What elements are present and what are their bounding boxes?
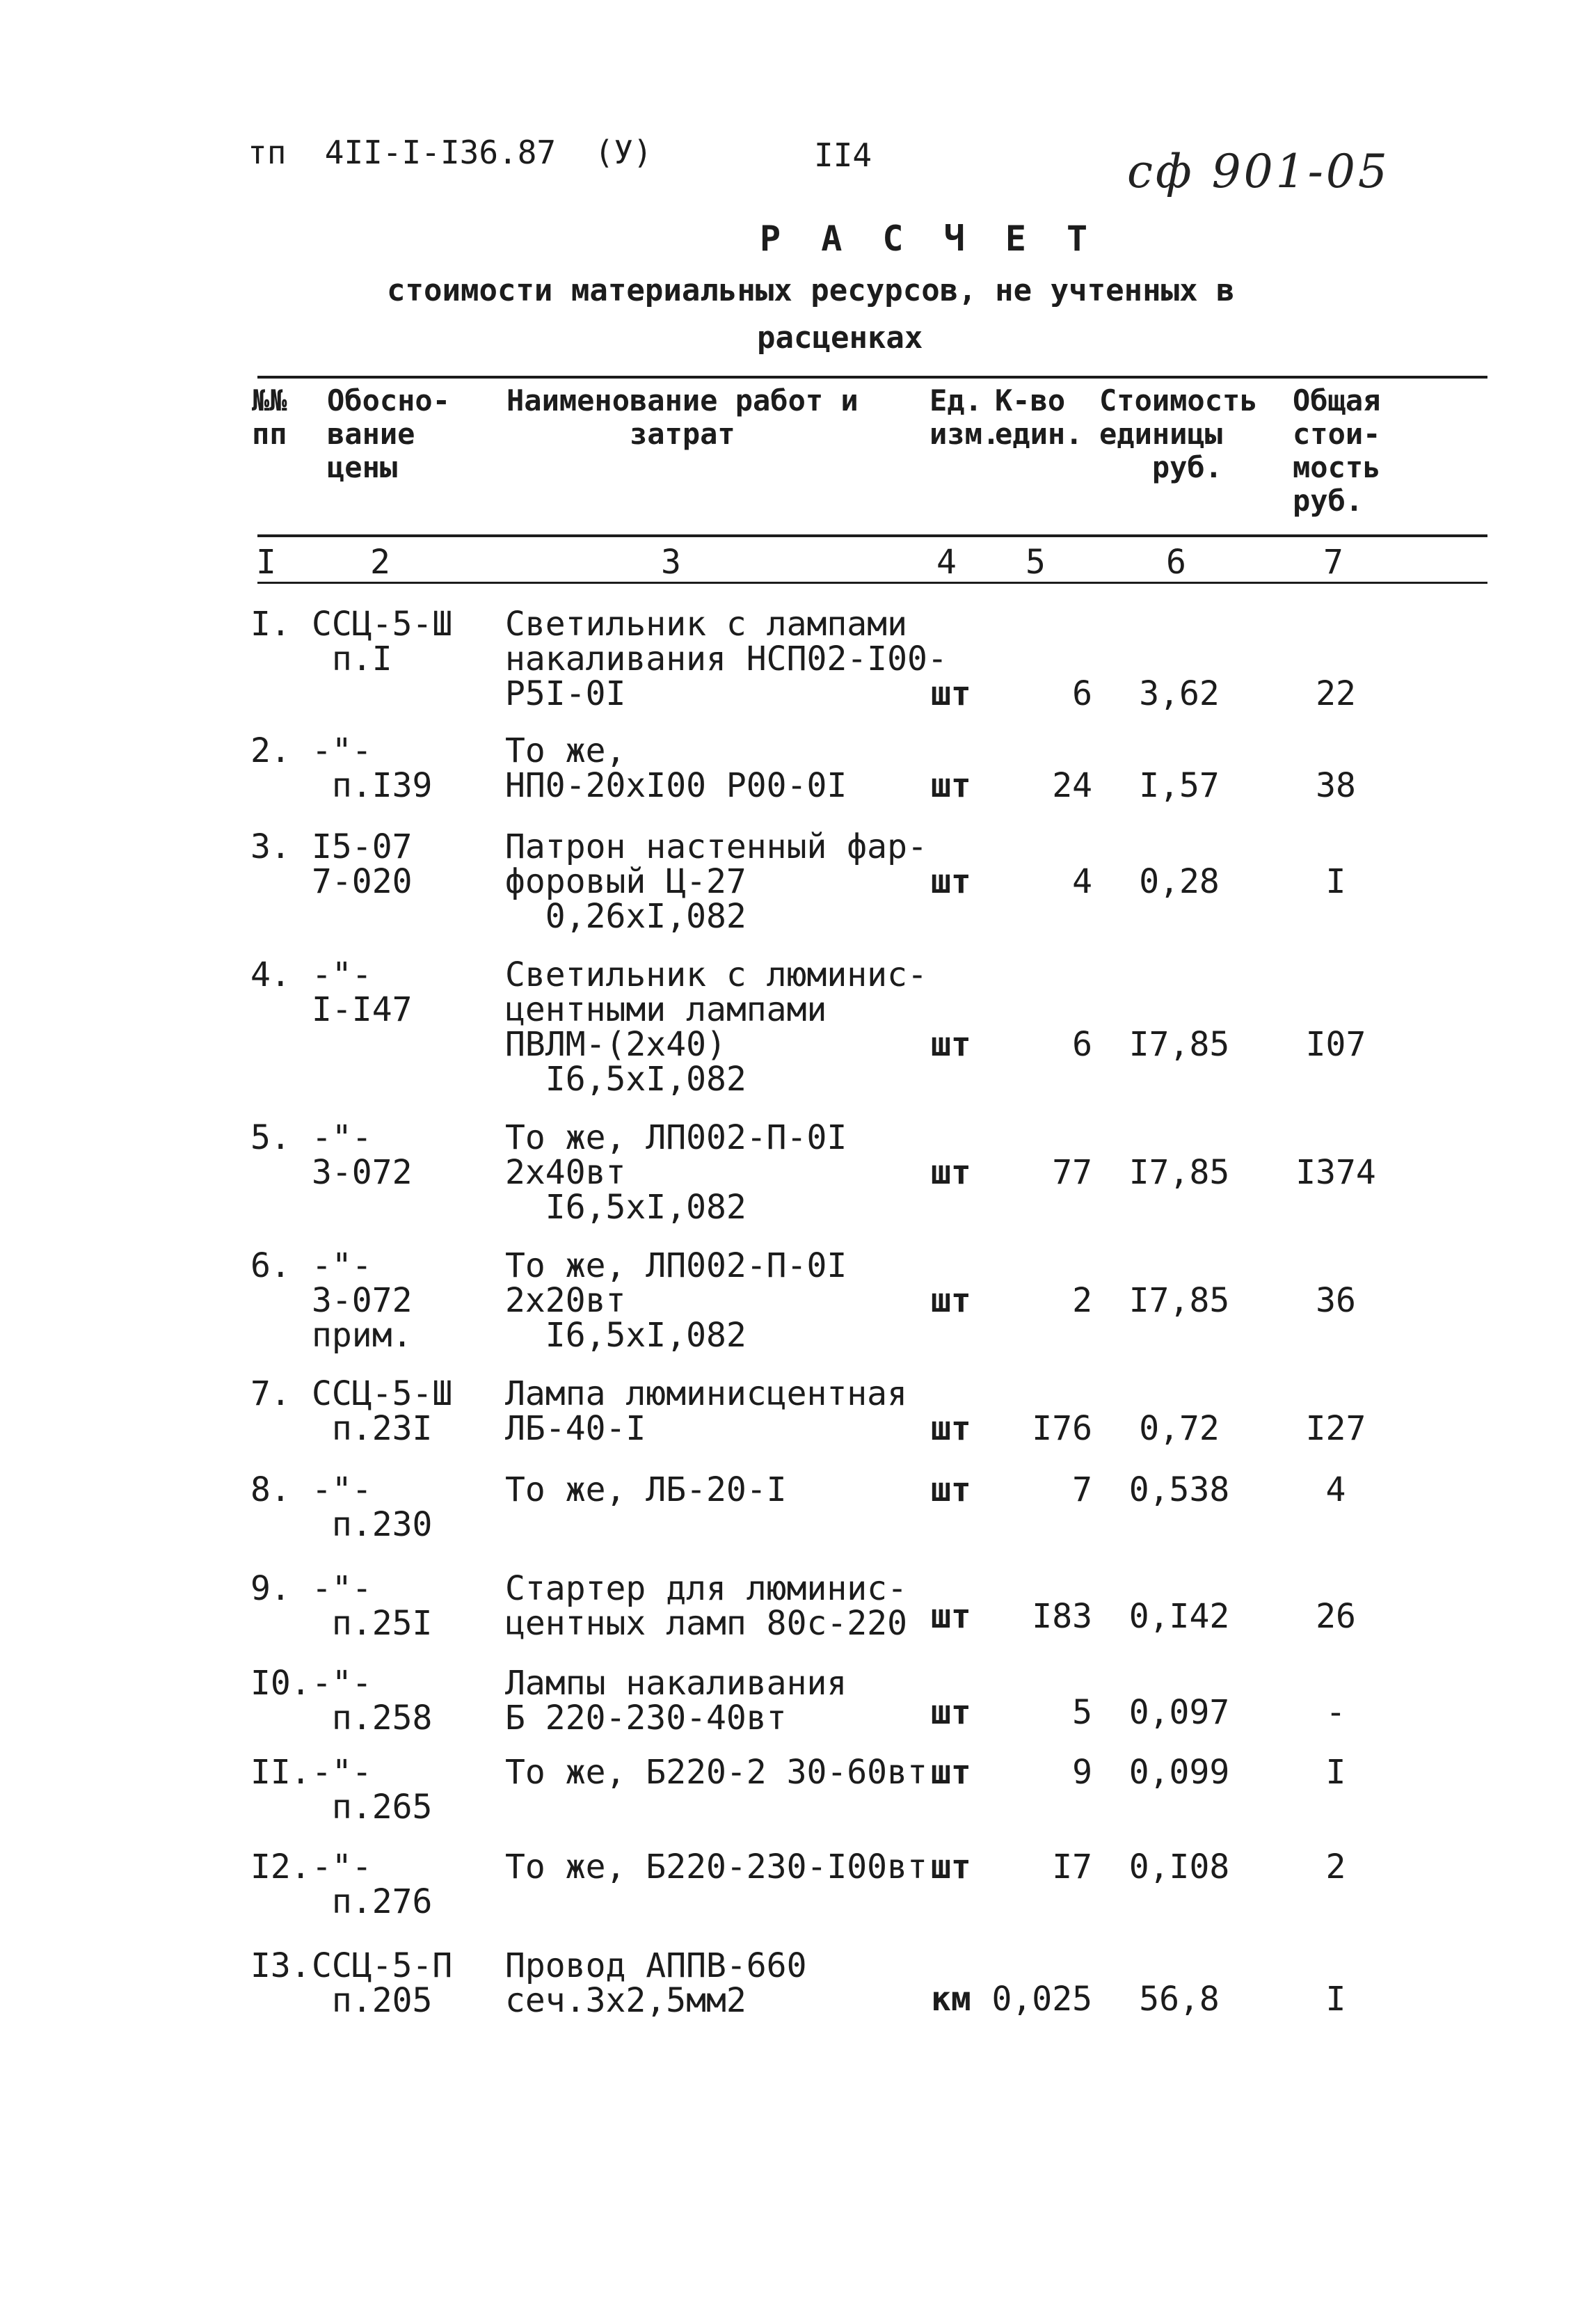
- total-cost: 4: [1325, 1470, 1346, 1509]
- row-number: 3.: [250, 827, 291, 866]
- item-name: То же, Б220-230-I00вт: [505, 1847, 927, 1886]
- col-header-unit: Ед. изм.: [929, 383, 1000, 451]
- unit-price: 0,I42: [1128, 1597, 1230, 1636]
- row-number: 8.: [250, 1470, 291, 1509]
- price-basis: -"- п.230: [312, 1470, 433, 1544]
- unit: шт: [931, 1281, 971, 1320]
- price-basis: -"- п.276: [312, 1847, 433, 1921]
- quantity: 5: [1072, 1693, 1092, 1732]
- handwritten-reference: сф 901-05: [1127, 145, 1390, 198]
- quantity: I7: [1052, 1847, 1092, 1886]
- total-cost: 38: [1316, 766, 1356, 805]
- price-basis: -"- п.25I: [312, 1569, 433, 1643]
- col-header-number: №№ пп: [252, 383, 287, 451]
- row-number: I2.: [250, 1847, 311, 1886]
- item-name: То же, ЛБ-20-I: [505, 1470, 787, 1509]
- col-header-total: Общая стои- мость руб.: [1293, 383, 1381, 518]
- unit-price: I,57: [1139, 766, 1220, 805]
- price-basis: -"- п.265: [312, 1753, 433, 1827]
- total-cost: I: [1325, 1753, 1346, 1792]
- col-number: 5: [1026, 543, 1046, 582]
- document-subtitle-line2: расценках: [757, 320, 923, 356]
- quantity: I76: [1032, 1409, 1092, 1448]
- unit-price: I7,85: [1128, 1025, 1230, 1064]
- table-row: [0, 1470, 1596, 1544]
- unit-price: 0,097: [1128, 1693, 1230, 1732]
- table-row: [0, 1118, 1596, 1227]
- col-header-unit-price: Стоимость единицы руб.: [1099, 383, 1258, 484]
- unit-price: I7,85: [1128, 1153, 1230, 1192]
- row-number: 4.: [250, 955, 291, 994]
- unit-price: 0,099: [1128, 1753, 1230, 1792]
- unit-price: 0,72: [1139, 1409, 1220, 1448]
- unit: шт: [931, 766, 971, 805]
- item-name: Стартер для люминис- центных ламп 80с-220: [505, 1569, 907, 1643]
- price-basis: -"- п.I39: [312, 731, 433, 805]
- row-number: 7.: [250, 1374, 291, 1413]
- unit-price: 0,28: [1139, 862, 1220, 901]
- row-number: I0.: [250, 1664, 311, 1703]
- total-cost: I: [1325, 1980, 1346, 2019]
- quantity: 24: [1052, 766, 1092, 805]
- row-number: 5.: [250, 1118, 291, 1157]
- price-basis: ССЦ-5-Ш п.I: [312, 605, 453, 678]
- quantity: 6: [1072, 674, 1092, 713]
- row-number: 9.: [250, 1569, 291, 1608]
- total-cost: 36: [1316, 1281, 1356, 1320]
- unit: шт: [931, 1753, 971, 1792]
- item-name: Лампы накаливания Б 220-230-40вт: [505, 1664, 847, 1738]
- col-header-quantity: К-во един.: [995, 383, 1083, 451]
- row-number: I.: [250, 605, 291, 644]
- item-name: То же, Б220-2 30-60вт: [505, 1753, 927, 1792]
- item-name: Провод АППВ-660 сеч.3х2,5мм2: [505, 1946, 807, 2020]
- total-cost: -: [1325, 1693, 1346, 1732]
- column-numbers-rule: [257, 582, 1487, 584]
- col-number: 6: [1166, 543, 1186, 582]
- unit-price: 3,62: [1139, 674, 1220, 713]
- total-cost: I: [1325, 862, 1346, 901]
- unit: шт: [931, 1693, 971, 1732]
- item-name: Светильник с люминис- центными лампами ПВЛМ-(2х40) I6,5хI,082: [505, 955, 927, 1099]
- quantity: 9: [1072, 1753, 1092, 1792]
- col-number: 3: [661, 543, 681, 582]
- quantity: 4: [1072, 862, 1092, 901]
- quantity: 2: [1072, 1281, 1092, 1320]
- price-basis: -"- 3-072 прим.: [312, 1246, 413, 1355]
- row-number: 2.: [250, 731, 291, 770]
- unit-price: 0,538: [1128, 1470, 1230, 1509]
- total-cost: 2: [1325, 1847, 1346, 1886]
- quantity: 0,025: [991, 1980, 1092, 2019]
- table-row: [0, 1374, 1596, 1448]
- total-cost: I27: [1305, 1409, 1366, 1448]
- quantity: I83: [1032, 1597, 1092, 1636]
- price-basis: ССЦ-5-П п.205: [312, 1946, 453, 2020]
- item-name: Патрон настенный фар- форовый Ц-27 0,26хI,082: [505, 827, 927, 936]
- table-row: [0, 1246, 1596, 1355]
- col-number: 2: [370, 543, 390, 582]
- unit: шт: [931, 1597, 971, 1636]
- document-subtitle-line1: стоимости материальных ресурсов, не учтенных в: [387, 273, 1235, 308]
- unit: км: [931, 1980, 971, 2019]
- unit-price: 0,I08: [1128, 1847, 1230, 1886]
- table-row: [0, 827, 1596, 936]
- item-name: То же, ЛП002-П-0I 2х20вт I6,5хI,082: [505, 1246, 847, 1355]
- quantity: 77: [1052, 1153, 1092, 1192]
- unit: шт: [931, 1409, 971, 1448]
- item-name: Светильник с лампами накаливания НСП02-I00- Р5I-0I: [505, 605, 948, 713]
- table-row: [0, 1753, 1596, 1827]
- table-row: [0, 1946, 1596, 2020]
- unit: шт: [931, 1847, 971, 1886]
- price-basis: -"- п.258: [312, 1664, 433, 1738]
- col-number: I: [256, 543, 276, 582]
- unit: шт: [931, 1153, 971, 1192]
- document-title: Р А С Ч Е Т: [760, 218, 1098, 259]
- total-cost: 22: [1316, 674, 1356, 713]
- unit: шт: [931, 1470, 971, 1509]
- price-basis: I5-07 7-020: [312, 827, 413, 901]
- price-basis: -"- 3-072: [312, 1118, 413, 1192]
- unit-price: I7,85: [1128, 1281, 1230, 1320]
- table-row: [0, 955, 1596, 1099]
- document-code: тп 4II-I-I36.87 (У): [248, 134, 653, 171]
- row-number: I3.: [250, 1946, 311, 1985]
- table-row: [0, 731, 1596, 805]
- header-bottom-rule: [257, 534, 1487, 537]
- total-cost: 26: [1316, 1597, 1356, 1636]
- col-number: 4: [936, 543, 957, 582]
- total-cost: I374: [1295, 1153, 1376, 1192]
- price-basis: ССЦ-5-Ш п.23I: [312, 1374, 453, 1448]
- row-number: II.: [250, 1753, 311, 1792]
- unit: шт: [931, 1025, 971, 1064]
- item-name: То же, НП0-20хI00 Р00-0I: [505, 731, 847, 805]
- total-cost: I07: [1305, 1025, 1366, 1064]
- price-basis: -"- I-I47: [312, 955, 413, 1029]
- table-row: [0, 1664, 1596, 1738]
- item-name: То же, ЛП002-П-0I 2х40вт I6,5хI,082: [505, 1118, 847, 1227]
- page-number: II4: [814, 136, 872, 174]
- unit-price: 56,8: [1139, 1980, 1220, 2019]
- quantity: 7: [1072, 1470, 1092, 1509]
- col-header-basis: Обосно- вание цены: [327, 383, 451, 484]
- row-number: 6.: [250, 1246, 291, 1285]
- unit: шт: [931, 862, 971, 901]
- quantity: 6: [1072, 1025, 1092, 1064]
- table-top-rule: [257, 376, 1487, 379]
- col-header-name: Наименование работ и затрат: [506, 383, 859, 451]
- unit: шт: [931, 674, 971, 713]
- item-name: Лампа люминисцентная ЛБ-40-I: [505, 1374, 907, 1448]
- table-row: [0, 1569, 1596, 1643]
- col-number: 7: [1323, 543, 1343, 582]
